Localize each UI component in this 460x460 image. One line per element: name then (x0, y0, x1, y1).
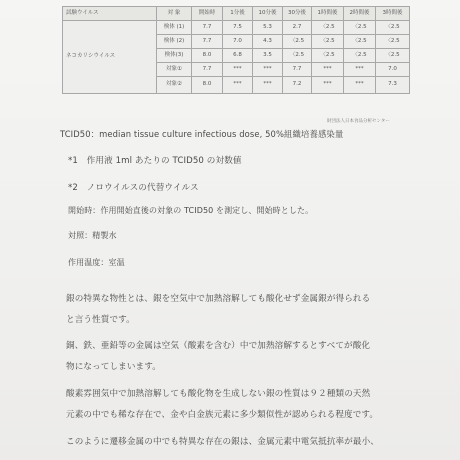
footnote-1: *1 作用液 1ml あたりの TCID50 の対数値 (68, 156, 242, 166)
table-cell: 〈2.5 (312, 35, 344, 49)
header-start: 開始時 (192, 7, 223, 21)
virus-name-cell: ネコカリシウイルス (63, 21, 157, 94)
table-cell: *** (344, 63, 376, 77)
table-cell: 〈2.5 (376, 21, 410, 35)
table-cell: *** (253, 63, 283, 77)
table-cell: 8.0 (192, 49, 223, 63)
table-row (63, 21, 410, 35)
table-cell: 5.3 (253, 21, 283, 35)
header-1h: 1時間後 (312, 7, 344, 21)
table-cell: 検体 (1) (157, 21, 192, 35)
table-cell: 〈2.5 (312, 21, 344, 35)
table-cell: 8.0 (192, 77, 223, 94)
table-cell: *** (312, 77, 344, 94)
table-cell: 〈2.5 (283, 35, 312, 49)
table-cell: 7.7 (192, 63, 223, 77)
table-cell: 6.8 (223, 49, 253, 63)
table-cell: 〈2.5 (283, 49, 312, 63)
table-cell: 7.0 (376, 63, 410, 77)
table-cell: *** (223, 77, 253, 94)
table-cell: 〈2.5 (376, 35, 410, 49)
table-cell: *** (253, 77, 283, 94)
paragraph-4-line-1: このように遷移金属の中でも特異な存在の銀は、金属元素中電気抵抗率が最小、 (66, 437, 379, 447)
header-10min: 10分後 (253, 7, 283, 21)
table-cell: 3.5 (253, 49, 283, 63)
paragraph-3-line-1: 酸素雰囲気中で加熱溶解しても酸化物を生成しない銀の性質は９２種類の天然 (66, 389, 371, 399)
table-cell: 7.7 (283, 63, 312, 77)
header-test-virus: 試験ウイルス (63, 7, 157, 21)
start-definition: 開始時：作用開始直後の対象の TCID50 を測定し、開始時とした。 (68, 206, 314, 215)
table-cell: 7.7 (192, 21, 223, 35)
paragraph-2-line-1: 銅、鉄、亜鉛等の金属は空気（酸素を含む）中で加熱溶解するとすべてが酸化 (66, 341, 371, 351)
table-cell: 〈2.5 (344, 49, 376, 63)
table-header-row (63, 7, 410, 21)
header-1min: 1分後 (223, 7, 253, 21)
footnote-2: *2 ノロウイルスの代替ウイルス (68, 183, 199, 193)
table-cell: 7.5 (223, 21, 253, 35)
tcid-definition: TCID50：median tissue culture infectious dose, 50%組織培養感染量 (60, 129, 344, 139)
table-cell: 7.2 (283, 77, 312, 94)
test-results-table (62, 6, 410, 94)
table-cell: 対象① (157, 63, 192, 77)
table-cell: *** (312, 63, 344, 77)
table-cell: 2.7 (283, 21, 312, 35)
header-30min: 30分後 (283, 7, 312, 21)
table-cell: 4.3 (253, 35, 283, 49)
table-cell: 検体 (2) (157, 35, 192, 49)
table-cell: 7.3 (376, 77, 410, 94)
header-2h: 2時間後 (344, 7, 376, 21)
table-cell: 〈2.5 (312, 49, 344, 63)
paragraph-1-line-2: と言う性質です。 (66, 315, 135, 325)
paragraph-1-line-1: 銀の特異な物性とは、銀を空気中で加熱溶解しても酸化せず金属銀が得られる (66, 294, 371, 304)
table-cell: 対象② (157, 77, 192, 94)
paragraph-3-line-2: 元素の中でも稀な存在で、金や白金族元素に多少類似性が認められる程度です。 (66, 410, 379, 420)
source-note: 財団法人日本食品分析センター (327, 119, 390, 124)
table-cell: *** (344, 77, 376, 94)
header-target: 対 象 (157, 7, 192, 21)
temperature-label: 作用温度：室温 (68, 258, 125, 267)
table-cell: 7.7 (192, 35, 223, 49)
paragraph-2-line-2: 物になってしまいます。 (66, 362, 161, 372)
table-cell: *** (223, 63, 253, 77)
table-cell: 検体(3) (157, 49, 192, 63)
table-cell: 〈2.5 (376, 49, 410, 63)
table-cell: 7.0 (223, 35, 253, 49)
control-label: 対照：精製水 (68, 231, 117, 240)
table-cell: 〈2.5 (344, 35, 376, 49)
header-3h: 3時間後 (376, 7, 410, 21)
table-cell: 〈2.5 (344, 21, 376, 35)
